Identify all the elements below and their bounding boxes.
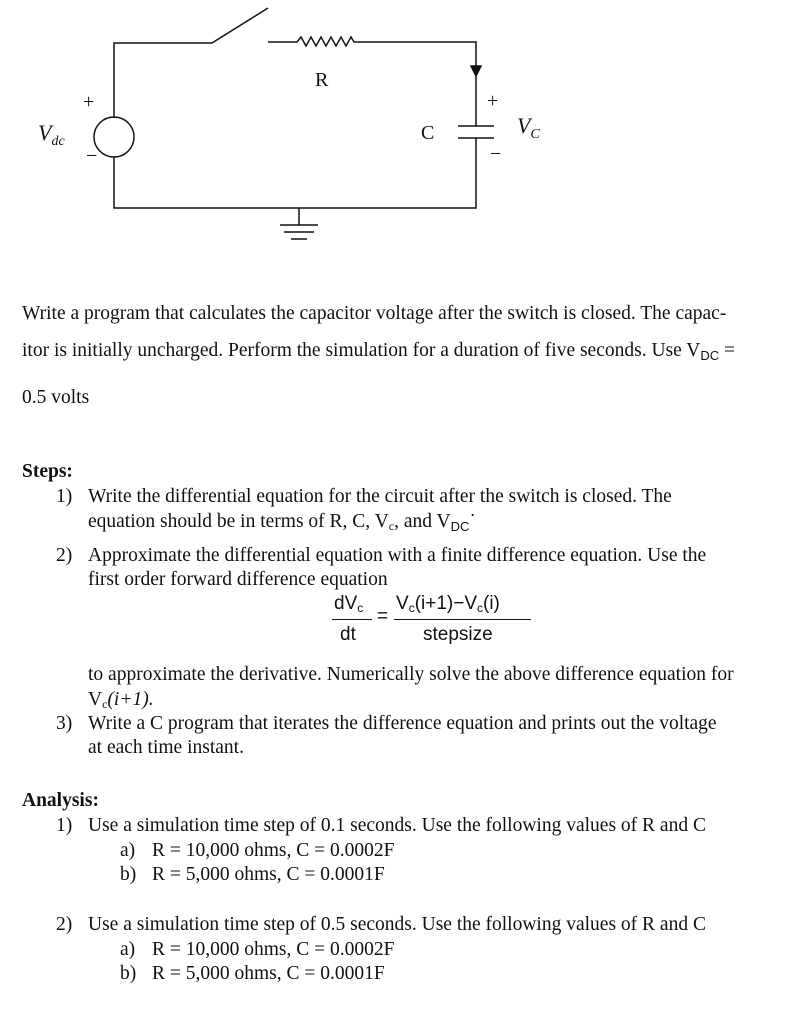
step-2-line-2: first order forward difference equation xyxy=(88,569,388,590)
analysis-2-text: Use a simulation time step of 0.5 seconds. Use the following values of R and C xyxy=(88,914,706,935)
minus-right: − xyxy=(490,143,502,165)
analysis-heading: Analysis: xyxy=(22,790,99,811)
step-1-number: 1) xyxy=(56,486,73,507)
step-3-number: 3) xyxy=(56,713,73,734)
vc-symbol: V xyxy=(88,689,103,710)
plus-right: + xyxy=(487,90,499,112)
problem-line-2-equals: = xyxy=(719,340,736,361)
analysis-1-number: 1) xyxy=(56,815,73,836)
wire-right-bottom xyxy=(114,138,476,208)
resistor-label: R xyxy=(315,69,329,91)
analysis-1a-label: a) xyxy=(120,840,136,861)
vc-subscript-3: c xyxy=(102,697,108,711)
step-2-line-3: to approximate the derivative. Numerically solve the above difference equation for xyxy=(88,664,734,685)
vdc-subscript-2: DC xyxy=(450,519,470,534)
plus-left: + xyxy=(83,91,95,113)
analysis-1-text: Use a simulation time step of 0.1 seconds. Use the following values of R and C xyxy=(88,815,706,836)
step-2-number: 2) xyxy=(56,545,73,566)
step-1-line-2-and: , and V xyxy=(394,511,451,532)
eq-lhs-denominator: dt xyxy=(340,624,356,645)
step-1-line-2-mark: ˙ xyxy=(469,511,476,532)
eq-rhs-fraction-bar xyxy=(394,619,531,620)
rc-circuit-diagram xyxy=(0,0,807,260)
analysis-1b-values: R = 5,000 ohms, C = 0.0001F xyxy=(152,864,385,885)
analysis-2-number: 2) xyxy=(56,914,73,935)
voltage-source xyxy=(94,117,134,157)
analysis-1a-values: R = 10,000 ohms, C = 0.0002F xyxy=(152,840,395,861)
minus-left: − xyxy=(86,145,98,167)
steps-heading: Steps: xyxy=(22,461,73,482)
capacitor-label: C xyxy=(421,122,435,144)
eq-lhs-fraction-bar xyxy=(332,619,372,620)
step-1-line-2-text: equation should be in terms of R, C, V xyxy=(88,511,389,532)
step-3-line-1: Write a C program that iterates the difference equation and prints out the voltage xyxy=(88,713,717,734)
switch xyxy=(212,8,268,43)
step-2-line-1: Approximate the differential equation with a finite difference equation. Use the xyxy=(88,545,707,566)
eq-rhs-denominator: stepsize xyxy=(423,624,493,645)
analysis-2a-values: R = 10,000 ohms, C = 0.0002F xyxy=(152,939,395,960)
problem-line-1: Write a program that calculates the capacitor voltage after the switch is closed. The capac- xyxy=(22,303,727,324)
arrow-head xyxy=(471,66,481,76)
analysis-2b-label: b) xyxy=(120,963,137,984)
problem-line-3: 0.5 volts xyxy=(22,387,90,408)
eq-lhs-numerator: dVc xyxy=(334,593,364,615)
resistor xyxy=(268,37,476,72)
vc-index: (i+1). xyxy=(107,689,154,710)
problem-line-2-text: itor is initially uncharged. Perform the simulation for a duration of five seconds. Use V xyxy=(22,340,701,361)
step-1-line-1: Write the differential equation for the circuit after the switch is closed. The xyxy=(88,486,672,507)
vdc-subscript: DC xyxy=(700,348,720,363)
step-2-line-4 xyxy=(88,689,154,712)
analysis-2b-values: R = 5,000 ohms, C = 0.0001F xyxy=(152,963,385,984)
vc-label: $V_C$ xyxy=(517,113,540,142)
analysis-2a-label: a) xyxy=(120,939,136,960)
vdc-label: $V_{dc}$ xyxy=(38,120,65,149)
eq-rhs-numerator: Vc(i+1)−Vc(i) xyxy=(396,593,500,615)
problem-line-2 xyxy=(22,340,735,363)
wire-left-top xyxy=(114,43,212,118)
step-3-line-2: at each time instant. xyxy=(88,737,244,758)
vc-subscript: c xyxy=(388,519,395,533)
analysis-1b-label: b) xyxy=(120,864,137,885)
eq-equals: = xyxy=(377,606,389,627)
step-1-line-2 xyxy=(88,511,476,534)
